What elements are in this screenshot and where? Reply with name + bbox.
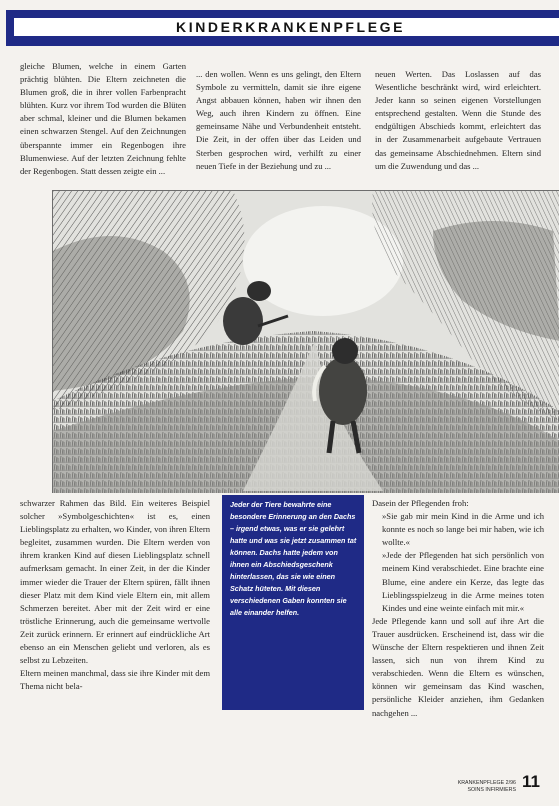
paragraph: gleiche Blumen, welche in einem Garten prächtig blühten. Die Eltern zeichneten die Blumen groß, die in ihrer vollen Farbenpracht blühten. Kurz vor ihrem Tod wurden die Blüten aber schmal, kleiner und die Blumen bekamen einen schwarzen Stengel. Auf den Zeichnungen überspannte immer ein Regenbogen ihre Blumenwiese. Auf der letzten Zeichnung fehlte der Regenbogen. Statt dessen zeigte ein ... [20, 61, 186, 176]
article-column-4 [20, 497, 210, 799]
section-title: KINDERKRANKENPFLEGE [176, 19, 406, 35]
article-column-2 [196, 68, 361, 193]
caption-text: Jeder der Tiere bewahrte eine besondere Erinnerung an den Dachs – irgend etwas, was er sie gelehrt hatte und was sie jetzt zusammen tat können. Dachs hatte jedem von ihnen ein Abschiedsgeschenk hinterlassen, das sie wie einen Schatz hüteten. Mit diesen verschiedenen Gaben konnten sie alle einander helfen. [230, 500, 357, 617]
illustration-two-figures-icon [53, 191, 559, 493]
quote: »Jede der Pflegenden hat sich persönlich von meinem Kind verabschiedet. Eine brachte eine Blume, eine andere ein Kerze, das legte das Lieblingsspielzeug in die Arme meines toten Kindes und eine weinte einfach mit mir.« [382, 550, 544, 613]
paragraph: schwarzer Rahmen das Bild. Ein weiteres Beispiel solcher »Symbolgeschichten« ist es, einen Lieblingsplatz zu erhalten, wo Kinder, von ihren Eltern begleitet, zusammen wurden. Die Eltern werden von ihrem kranken Kind auf diesen Lieblingsplatz schnell aufmerksam gemacht. In einer Zeit, in der die Kinder immer wieder die Trauer der Eltern spüren, fällt ihnen dieser Platz mit dem Kind viele Eltern ein, mit allem Schmerzen bereitet. Aber mit der Zeit wird er eine tröstliche Erinnerung, auch die gemeinsame wertvolle Zeit zurück erinnern. Er erinnert auf eindrückliche Art ebenso an ein Menschen geliebt und verloren, als es selbst zu Lebzeiten. [20, 498, 210, 666]
page-number: 11 [522, 772, 540, 791]
paragraph: ... den wollen. Wenn es uns gelingt, den Eltern Symbole zu vermitteln, damit sie ihre eigene Angst abbauen können, haben wir ihnen den Weg, auch ihren Kindern zu öffnen. Eine gemeinsame Nähe und Verbundenheit entsteht. Die Zeit, in der offen über das Leiden und Sterben gesprochen wird, verhilft zu einer neuen Tiefe in der Beziehung und zu ... [196, 69, 361, 171]
paragraph: Eltern meinen manchmal, dass sie ihre Kinder mit dem Thema nicht bela- [20, 668, 210, 692]
article-column-1 [20, 60, 186, 193]
article-column-3 [375, 68, 541, 193]
image-caption [222, 495, 364, 710]
paragraph: Dasein der Pflegenden froh: [372, 498, 469, 508]
article-column-5 [372, 497, 544, 769]
paragraph: Jede Pflegende kann und soll auf ihre Art die Trauer ausdrücken. Erscheinend ist, dass wir die Wünsche der Eltern respektieren und ihnen Zeit lassen, sich nun von ihrem Kind zu verabschieden. Wenn die Eltern es wünschen, können wir gemeinsam das Kind waschen, persönliche Kleider anziehen, ihm Gedanken nachgehen ... [372, 615, 544, 718]
paragraph: neuen Werten. Das Loslassen auf das Wesentliche beschränkt wird, wird erleichtert. Jeder kann so seinen eigenen Vorstellungen entsprechend gestalten. Wenn die Stunde des endgültigen Abschieds kommt, erleichtert das in der Zusammenarbeit aufgebaute Vertrauen das gemeinsame Abschiednehmen. Eltern sind um die Zuwendung und das ... [375, 69, 541, 171]
illustration-image [52, 190, 559, 493]
footer-publication-info [436, 780, 516, 793]
quote: »Sie gab mir mein Kind in die Arme und ich konnte es noch so lange bei mir haben, wie ich wollte.« [382, 511, 544, 548]
footer-info-line: KRANKENPFLEGE 2/96 [457, 780, 516, 786]
footer-info-line: SOINS INFIRMIERS [467, 786, 516, 793]
